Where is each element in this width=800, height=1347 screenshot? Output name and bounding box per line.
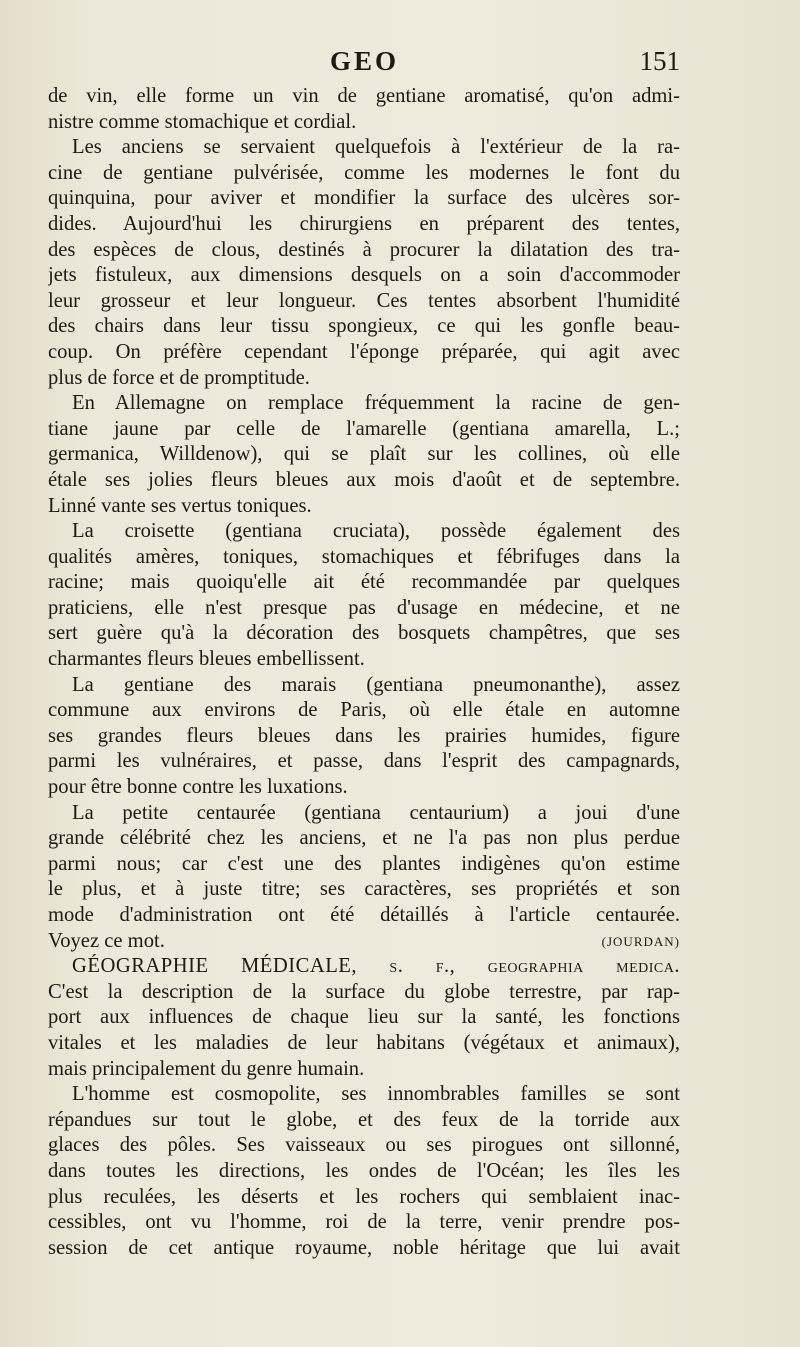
text-line: commune aux environs de Paris, où elle étale en automne	[48, 699, 680, 722]
text-line: coup. On préfère cependant l'éponge préparée, qui agit avec	[48, 340, 680, 363]
text-line: jets fistuleux, aux dimensions desquels on a soin d'accommoder	[48, 264, 680, 287]
text-line: En Allemagne on remplace fréquemment la racine de gen-	[72, 392, 680, 415]
text-line: plus de force et de promptitude.	[48, 366, 310, 389]
text-line: pour être bonne contre les luxations.	[48, 776, 348, 799]
body-text	[48, 84, 680, 1261]
text-line: Voyez ce mot.	[48, 929, 165, 952]
text-line: La gentiane des marais (gentiana pneumonanthe), assez	[72, 673, 680, 696]
text-line: nistre comme stomachique et cordial.	[48, 110, 357, 133]
text-line: cessibles, ont vu l'homme, roi de la terre, venir prendre pos-	[48, 1211, 680, 1234]
text-line: ses grandes fleurs bleues dans les prairies humides, figure	[48, 724, 680, 747]
text-line: La petite centaurée (gentiana centaurium) a joui d'une	[72, 801, 680, 824]
text-line: le plus, et à juste titre; ses caractères, ses propriétés et son	[48, 878, 680, 901]
text-line: charmantes fleurs bleues embellissent.	[48, 648, 365, 671]
text-line: dans toutes les directions, les ondes de l'Océan; les îles les	[48, 1159, 680, 1182]
text-line: de vin, elle forme un vin de gentiane aromatisé, qu'on admi-	[48, 85, 680, 107]
text-line: des chairs dans leur tissu spongieux, ce qui les gonfle beau-	[48, 315, 680, 338]
text-line: parmi les vulnéraires, et passe, dans l'esprit des campagnards,	[48, 750, 680, 773]
text-line: mais principalement du genre humain.	[48, 1057, 365, 1080]
text-line: L'homme est cosmopolite, ses innombrables familles se sont	[72, 1083, 680, 1106]
text-line: vitales et les maladies de leur habitans (végétaux et animaux),	[48, 1031, 680, 1054]
text-line: tiane jaune par celle de l'amarelle (gentiana amarella, L.;	[48, 417, 680, 440]
text-line: session de cet antique royaume, noble héritage que lui avait	[48, 1236, 680, 1259]
text-line: plus reculées, les déserts et les rochers qui semblaient inac-	[48, 1185, 680, 1208]
text-line: parmi nous; car c'est une des plantes indigènes qu'on estime	[48, 852, 680, 875]
page-header	[48, 46, 680, 86]
text-line: praticiens, elle n'est presque pas d'usage en médecine, et ne	[48, 596, 680, 619]
text-line: glaces des pôles. Ses vaisseaux ou ses pirogues ont sillonné,	[48, 1134, 680, 1157]
text-line: La croisette (gentiana cruciata), possède également des	[72, 520, 680, 543]
text-line: Linné vante ses vertus toniques.	[48, 494, 312, 517]
text-line: dides. Aujourd'hui les chirurgiens en préparent des tentes,	[48, 212, 680, 235]
text-line: cine de gentiane pulvérisée, comme les modernes le font du	[48, 161, 680, 184]
page-number: 151	[639, 46, 680, 76]
text-line: répandues sur tout le globe, et des feux de la torride aux	[48, 1108, 680, 1131]
text-line: grande célébrité chez les anciens, et ne l'a pas non plus perdue	[48, 827, 680, 850]
text-line: étale ses jolies fleurs bleues aux mois d'août et de septembre.	[48, 468, 680, 491]
author-signature: (JOURDAN)	[601, 933, 680, 949]
running-head: GEO	[330, 46, 400, 76]
text-line-with-signature	[48, 929, 680, 955]
entry-heading: GÉOGRAPHIE MÉDICALE, s. f., geographia medica.	[72, 955, 680, 978]
text-line: mode d'administration ont été détaillés à l'article centaurée.	[48, 904, 680, 926]
text-line: germanica, Willdenow), qui se plaît sur les collines, où elle	[48, 443, 680, 466]
text-line: port aux influences de chaque lieu sur la santé, les fonctions	[48, 1006, 680, 1029]
text-line: qualités amères, toniques, stomachiques et fébrifuges dans la	[48, 545, 680, 568]
text-line: sert guère qu'à la décoration des bosquets champêtres, que ses	[48, 622, 680, 645]
text-line: des espèces de clous, destinés à procurer la dilatation des tra-	[48, 238, 680, 261]
text-line: leur grosseur et leur longueur. Ces tentes absorbent l'humidité	[48, 289, 680, 312]
text-line: racine; mais quoiqu'elle ait été recommandée par quelques	[48, 571, 680, 594]
text-line: C'est la description de la surface du globe terrestre, par rap-	[48, 980, 680, 1003]
text-line: Les anciens se servaient quelquefois à l'extérieur de la ra-	[72, 136, 680, 159]
text-line: quinquina, pour aviver et mondifier la surface des ulcères sor-	[48, 187, 680, 210]
